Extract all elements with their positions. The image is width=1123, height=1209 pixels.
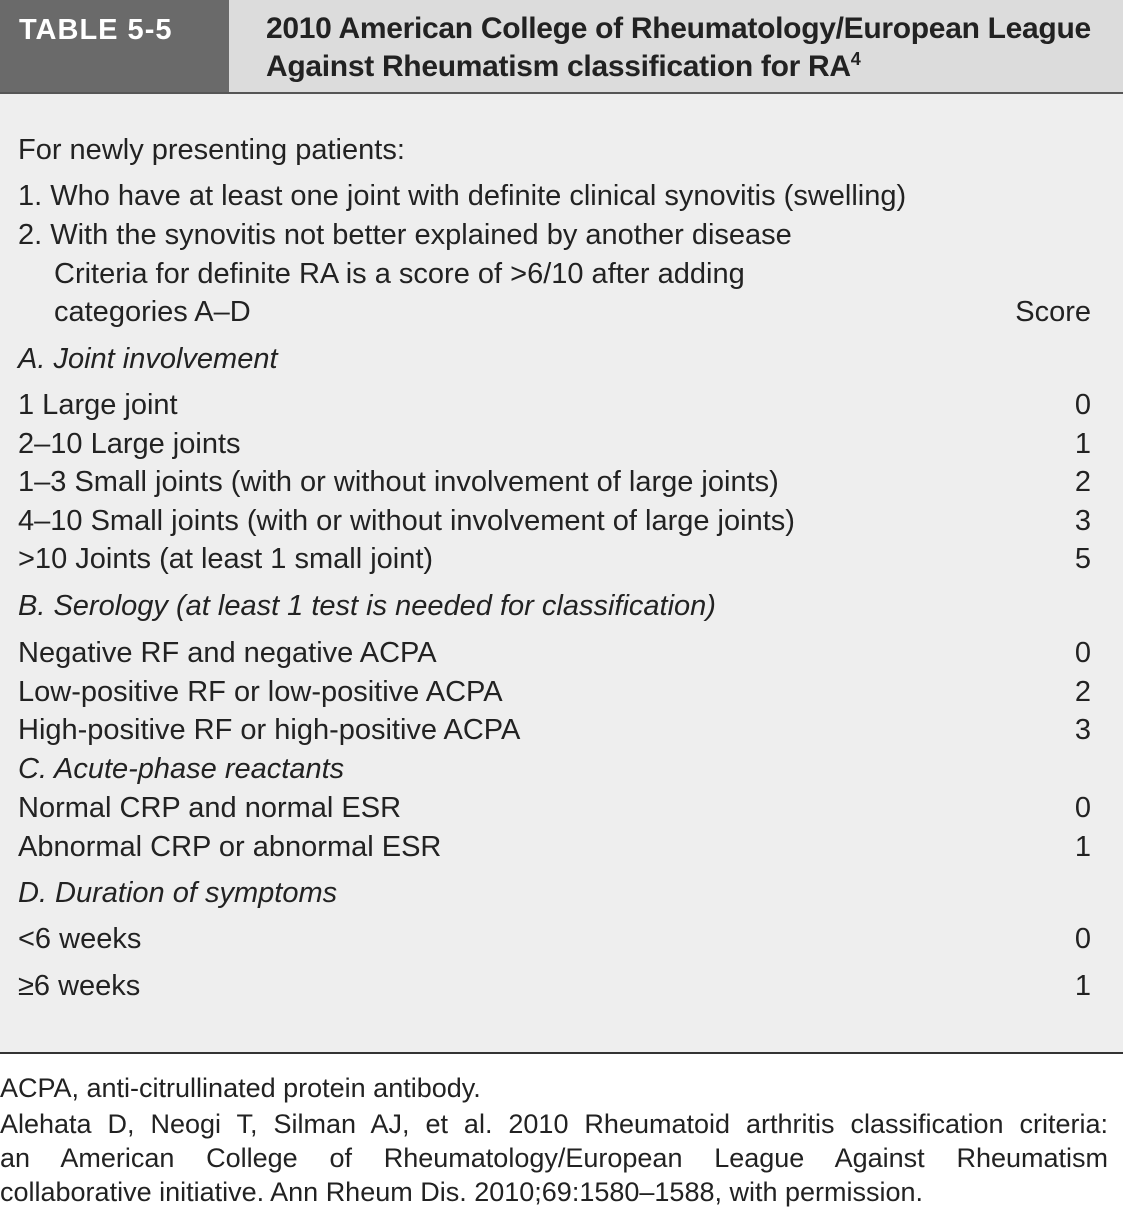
row-score: 5 xyxy=(1074,543,1091,575)
table-row xyxy=(18,921,1091,957)
row-label: High-positive RF or high-positive ACPA xyxy=(18,714,521,746)
score-column-header: Score xyxy=(1015,296,1091,328)
criteria-line-1: Criteria for definite RA is a score of >6/10 after adding xyxy=(54,258,745,290)
row-label: 1 Large joint xyxy=(18,389,178,421)
reference-superscript: 4 xyxy=(850,49,861,69)
row-score: 2 xyxy=(1074,676,1091,708)
criteria-line-2-text: categories A–D xyxy=(54,296,251,328)
table-row xyxy=(18,712,1091,748)
table-row xyxy=(18,464,1091,500)
citation-line-1: Alehata D, Neogi T, Silman AJ, et al. 2010 Rheumatoid arthritis classification criteria: xyxy=(0,1109,1108,1139)
row-label: 1–3 Small joints (with or without involvement of large joints) xyxy=(18,466,779,498)
category-title-a: A. Joint involvement xyxy=(18,343,278,375)
category-title-b: B. Serology (at least 1 test is needed for classification) xyxy=(18,590,716,622)
row-label: ≥6 weeks xyxy=(18,970,141,1002)
footnote-abbreviation: ACPA, anti-citrullinated protein antibody. xyxy=(0,1073,481,1103)
criteria-line-2 xyxy=(54,294,1091,330)
row-score: 3 xyxy=(1074,714,1091,746)
row-score: 0 xyxy=(1074,637,1091,669)
intro-item-1: 1. Who have at least one joint with definite clinical synovitis (swelling) xyxy=(18,180,907,212)
row-label: >10 Joints (at least 1 small joint) xyxy=(18,543,434,575)
table-row xyxy=(18,387,1091,423)
category-title-c: C. Acute-phase reactants xyxy=(18,753,345,785)
row-score: 1 xyxy=(1074,831,1091,863)
table-title-line2: Against Rheumatism classification for RA xyxy=(266,50,851,83)
table-row xyxy=(18,790,1091,826)
row-label: Negative RF and negative ACPA xyxy=(18,637,437,669)
footer-divider xyxy=(0,1052,1123,1054)
row-label: Abnormal CRP or abnormal ESR xyxy=(18,831,442,863)
row-label: Low-positive RF or low-positive ACPA xyxy=(18,676,503,708)
table-number-label: TABLE 5-5 xyxy=(0,0,229,92)
row-label: 2–10 Large joints xyxy=(18,428,241,460)
table-row xyxy=(18,968,1091,1004)
citation-line-3: collaborative initiative. Ann Rheum Dis. 2010;69:1580–1588, with permission. xyxy=(0,1177,924,1207)
category-title-d: D. Duration of symptoms xyxy=(18,877,338,909)
table-header xyxy=(0,0,1123,92)
table-row xyxy=(18,541,1091,577)
table-row xyxy=(18,829,1091,865)
intro-lead: For newly presenting patients: xyxy=(18,134,405,166)
row-score: 2 xyxy=(1074,466,1091,498)
table-title-line1: 2010 American College of Rheumatology/European League xyxy=(266,12,1091,45)
table-row xyxy=(18,426,1091,462)
table-row xyxy=(18,674,1091,710)
intro-item-2: 2. With the synovitis not better explained by another disease xyxy=(18,219,792,251)
table-row xyxy=(18,635,1091,671)
citation-line-2: an American College of Rheumatology/European League Against Rheumatism xyxy=(0,1143,1108,1173)
row-label: 4–10 Small joints (with or without involvement of large joints) xyxy=(18,505,795,537)
row-score: 1 xyxy=(1074,970,1091,1002)
row-score: 3 xyxy=(1074,505,1091,537)
row-score: 0 xyxy=(1074,389,1091,421)
table-title xyxy=(229,0,1123,92)
row-score: 0 xyxy=(1074,792,1091,824)
row-score: 0 xyxy=(1074,923,1091,955)
row-label: Normal CRP and normal ESR xyxy=(18,792,402,824)
row-label: <6 weeks xyxy=(18,923,142,955)
table-body xyxy=(0,94,1123,1052)
table-row xyxy=(18,503,1091,539)
row-score: 1 xyxy=(1074,428,1091,460)
